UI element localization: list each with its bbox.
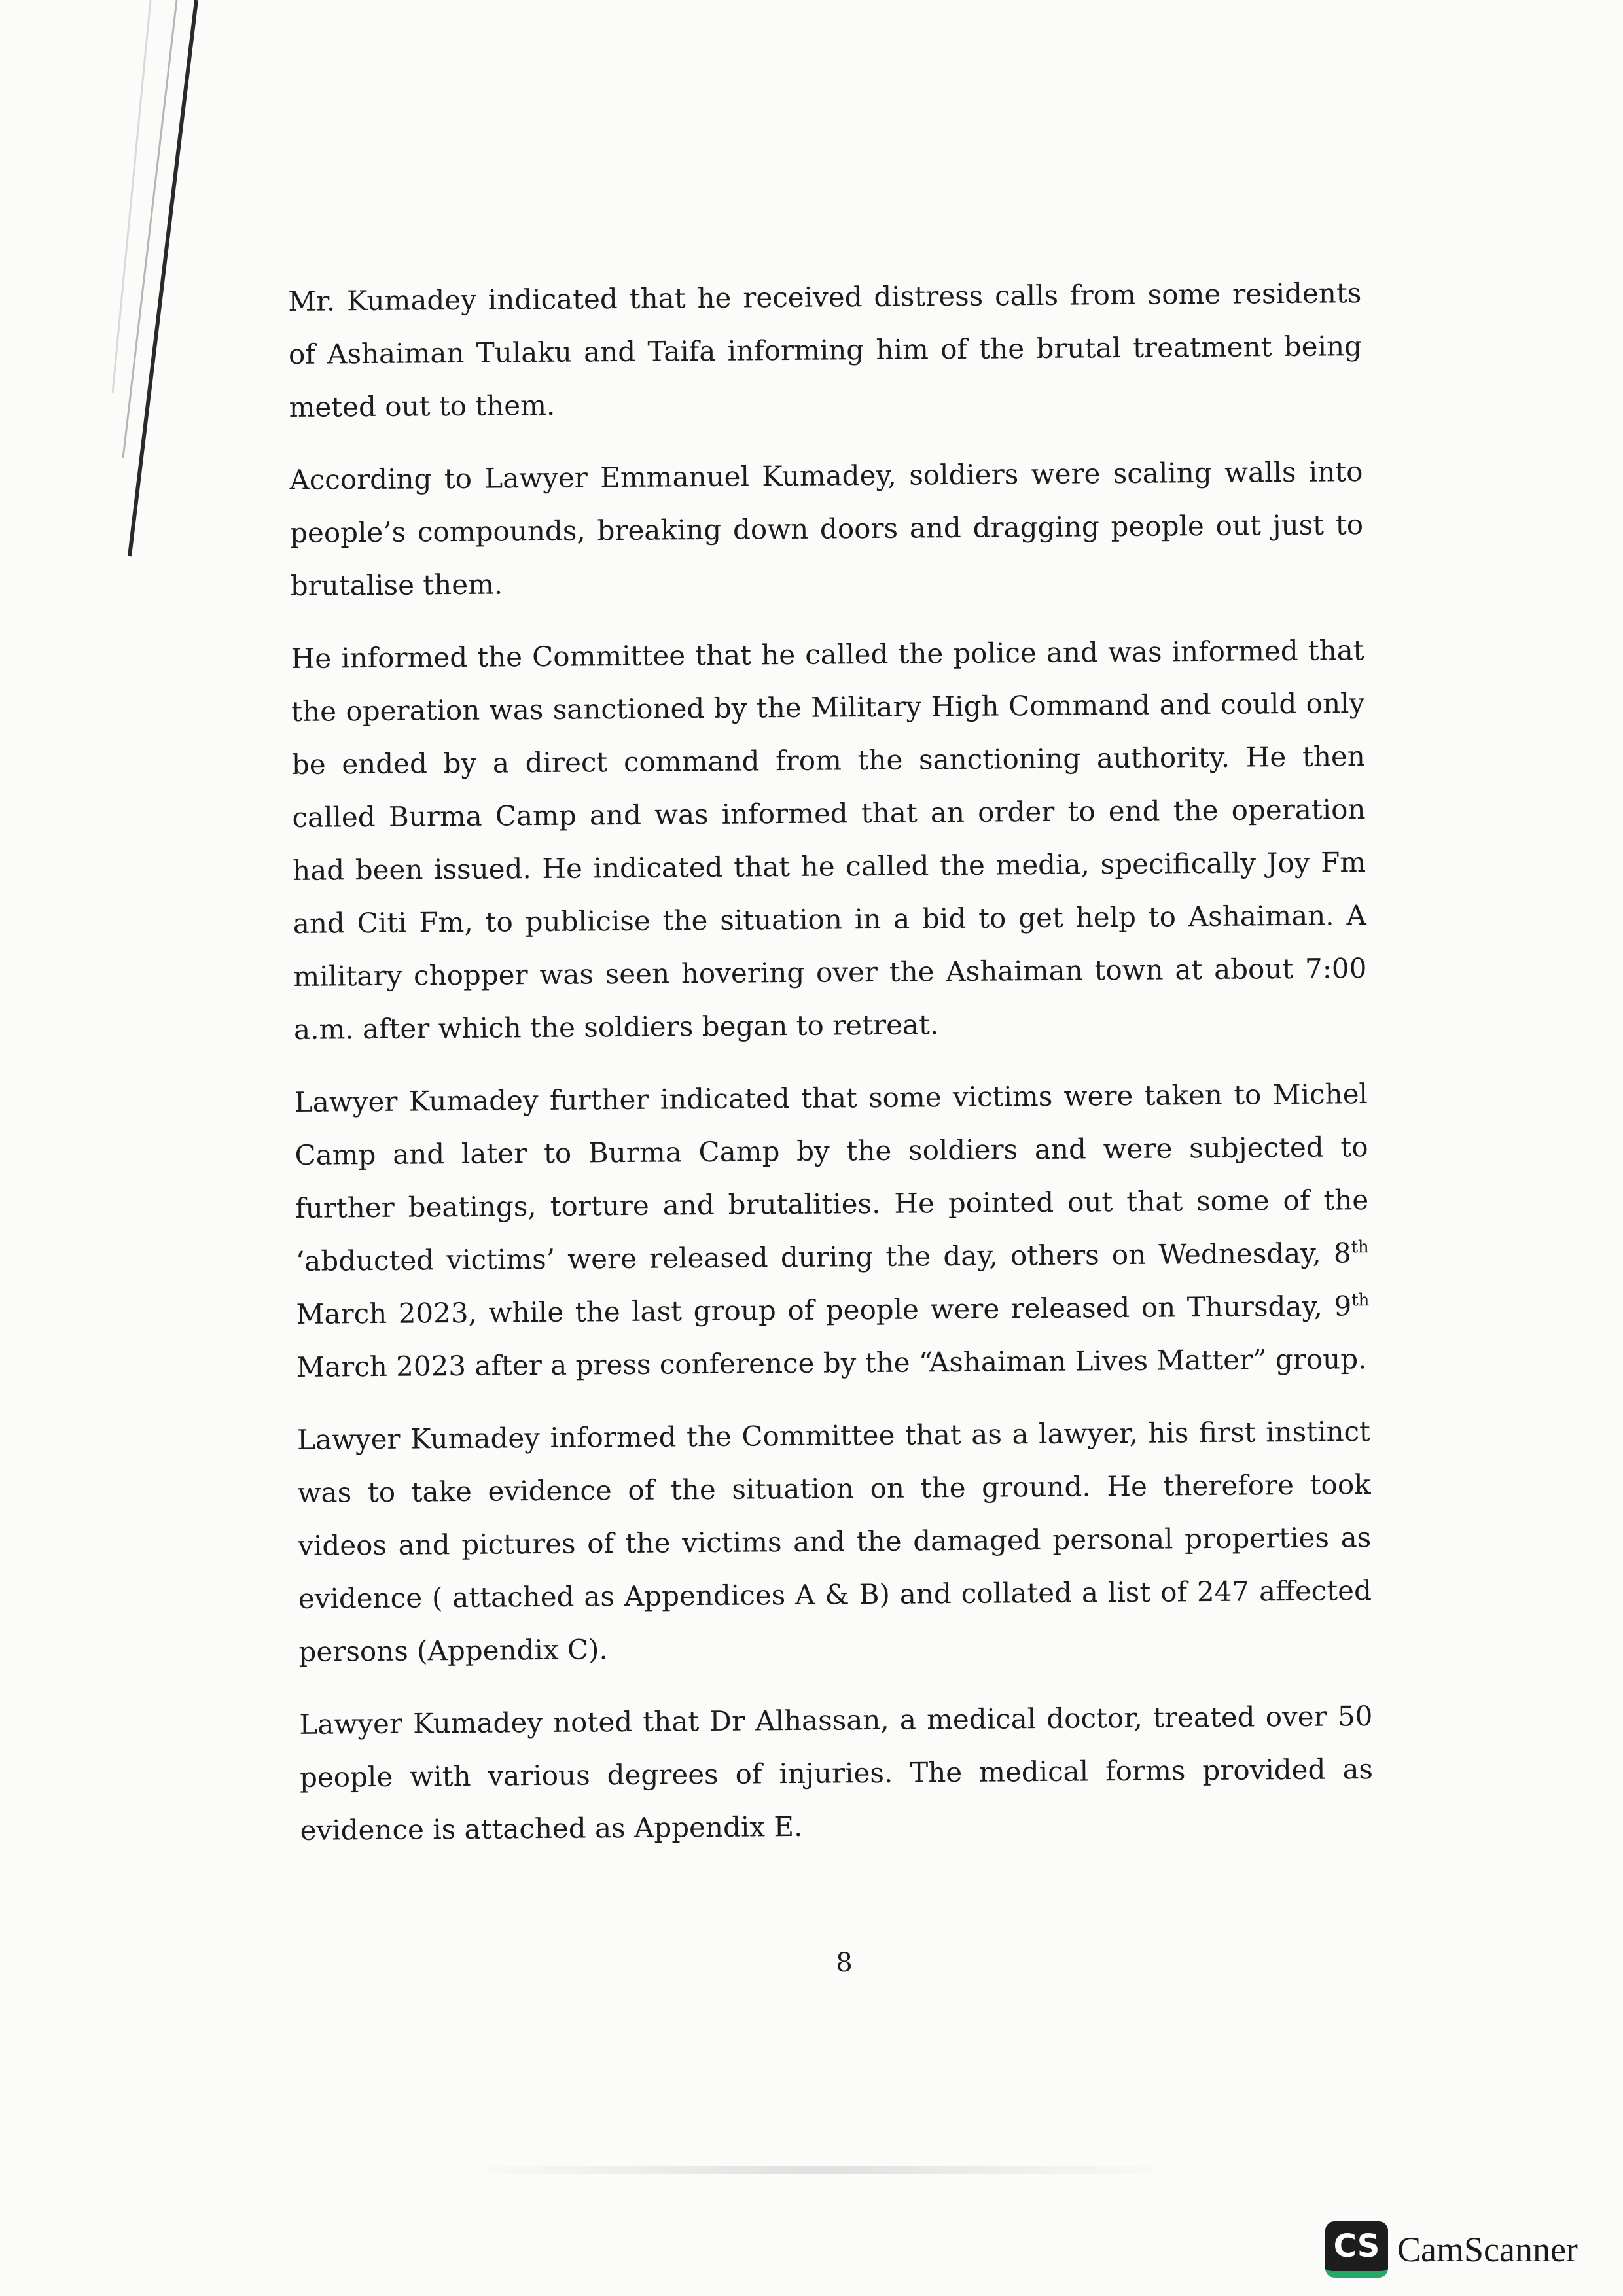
- scan-bottom-shadow: [458, 2166, 1178, 2174]
- paragraph-police-call: He informed the Committee that he called the police and was informed that the operation was sanctioned by the Military High Command and could only be ended by a direct command from the sanctioning authority. He then called Burma Camp and was informed that an order to end the operation had been issued. He indicated that he called the media, specifically Joy Fm and Citi Fm, to publicise the situation in a bid to get help to Ashaiman. A military chopper was seen hovering over the Ashaiman town at about 7:00 a.m. after which the soldiers began to retreat.: [291, 634, 1367, 1046]
- paragraph-text-segment: March 2023, while the last group of people were released on Thursday, 9: [296, 1290, 1352, 1330]
- paragraph-abducted-victims: [294, 1067, 1370, 1394]
- camscanner-logo-icon: CS: [1325, 2221, 1388, 2278]
- document-body: [288, 266, 1374, 1877]
- page-number: 8: [836, 1948, 853, 1978]
- paragraph-text-segment: Lawyer Kumadey further indicated that some victims were taken to Michel Camp and later to Burma Camp by the soldiers and were subjected to further beatings, torture and brutalities. He pointed out that some of the ‘abducted victims’ were released during the day, others on Wednesday, 8: [294, 1078, 1369, 1277]
- scan-edge-shadow: [98, 0, 229, 589]
- camscanner-brand-name: CamScanner: [1397, 2230, 1578, 2269]
- paragraph-text-segment: March 2023 after a press conference by the “Ashaiman Lives Matter” group.: [296, 1343, 1367, 1383]
- paragraph-soldiers-scaling-walls: According to Lawyer Emmanuel Kumadey, soldiers were scaling walls into people’s compounds, breaking down doors and dragging people out just to brutalise them.: [289, 455, 1364, 602]
- ordinal-suffix: th: [1351, 1290, 1370, 1311]
- ordinal-suffix: th: [1351, 1237, 1369, 1258]
- camscanner-watermark: [1325, 2221, 1578, 2278]
- paragraph-evidence-collection: Lawyer Kumadey informed the Committee that as a lawyer, his first instinct was to take evidence of the situation on the ground. He therefore took videos and pictures of the victims and the damaged personal properties as evidence ( attached as Appendices A & B) and collated a list of 247 affected persons (Appendix C).: [296, 1415, 1372, 1668]
- paragraph-medical-treatment: Lawyer Kumadey noted that Dr Alhassan, a medical doctor, treated over 50 people with various degrees of injuries. The medical forms provided as evidence is attached as Appendix E.: [299, 1700, 1374, 1846]
- paragraph-distress-calls: Mr. Kumadey indicated that he received distress calls from some residents of Ashaiman Tulaku and Taifa informing him of the brutal treatment being meted out to them.: [288, 277, 1363, 423]
